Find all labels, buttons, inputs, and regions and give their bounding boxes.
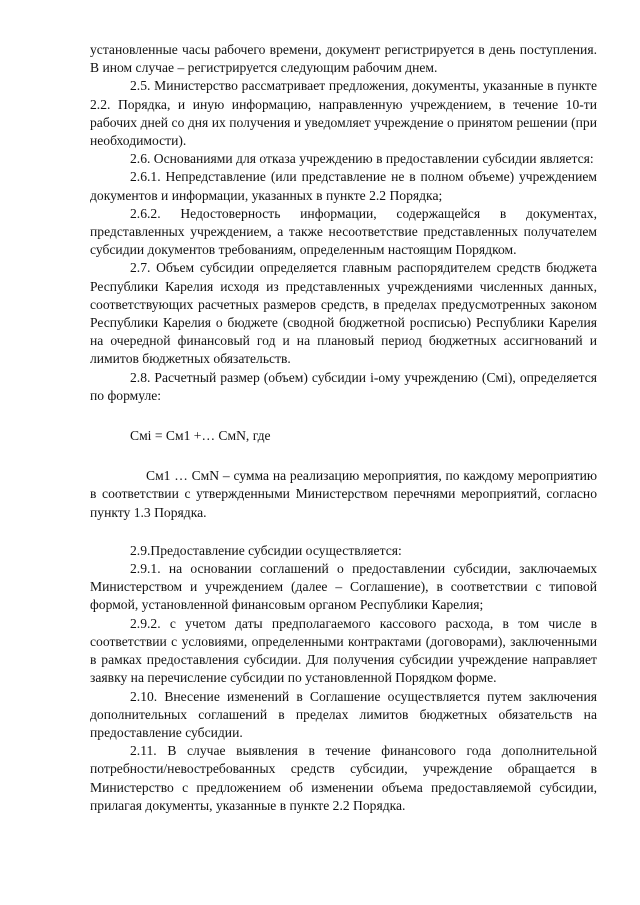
paragraph-2-6-2: 2.6.2. Недостоверность информации, содержащейся в документах, представленных учреждением, а также несоответствие представленных получателем субсидии документов требованиям, определенным настоящим Порядком. [90,205,597,258]
formula-definition: См1 … СмN – сумма на реализацию мероприятия, по каждому мероприятию в соответствии с утвержденными Министерством перечнями мероприятий, согласно пункту 1.3 Порядка. [90,468,597,520]
paragraph-continuation: установленные часы рабочего времени, документ регистрируется в день поступления. В ином случае – регистрируется следующим рабочим днем. [90,42,597,76]
formula-line: Смi = См1 +… СмN, где [130,428,271,444]
paragraph-2-6-1: 2.6.1. Непредставление (или представление не в полном объеме) учреждением документов и информации, указанных в пункте 2.2 Порядка; [90,169,597,203]
paragraph-2-7: 2.7. Объем субсидии определяется главным распорядителем средств бюджета Республики Карелия исходя из представленных учреждениями численных данных, соответствующих расчетных размеров средств, в пределах предусмотренных законом Республики Карелия о бюджете (сводной бюджетной росписью) Республики Карелия на очередной финансовый год и на плановый период бюджетных ассигнований и лимитов бюджетных обязательств. [90,260,597,367]
document-body [90,41,597,815]
paragraph-2-10: 2.10. Внесение изменений в Соглашение осуществляется путем заключения дополнительных соглашений в пределах лимитов бюджетных обязательств на предоставление субсидии. [90,688,597,740]
paragraph-2-6: 2.6. Основаниями для отказа учреждению в предоставлении субсидии является: [130,151,594,167]
paragraph-2-5: 2.5. Министерство рассматривает предложения, документы, указанные в пункте 2.2. Порядка, и иную информацию, направленную учреждением, в течение 10-ти рабочих дней со дня их получения и уведомляет учреждение о принятом решении (при необходимости). [90,78,597,149]
paragraph-2-9: 2.9.Предоставление субсидии осуществляется: [130,542,402,558]
paragraph-2-9-1: 2.9.1. на основании соглашений о предоставлении субсидии, заключаемых Министерством и учреждением (далее – Соглашение), в соответствии с типовой формой, установленной финансовым органом Республики Карелия; [90,561,597,613]
paragraph-gap [90,522,597,542]
paragraph-2-8: 2.8. Расчетный размер (объем) субсидии i-ому учреждению (Смi), определяется по формуле: [90,369,597,403]
paragraph-2-11: 2.11. В случае выявления в течение финансового года дополнительной потребности/невостребованных средств субсидии, учреждение обращается в Министерство с предложением об изменении объема предоставляемой субсидии, прилагая документы, указанные в пункте 2.2 Порядка. [90,743,597,813]
paragraph-2-9-2: 2.9.2. с учетом даты предполагаемого кассового расхода, в том числе в соответствии с условиями, определенными контрактами (договорами), заключенными в рамках предоставления субсидии. Для получения субсидии учреждение направляет заявку на перечисление субсидии по установленной Порядком форме. [90,615,597,686]
